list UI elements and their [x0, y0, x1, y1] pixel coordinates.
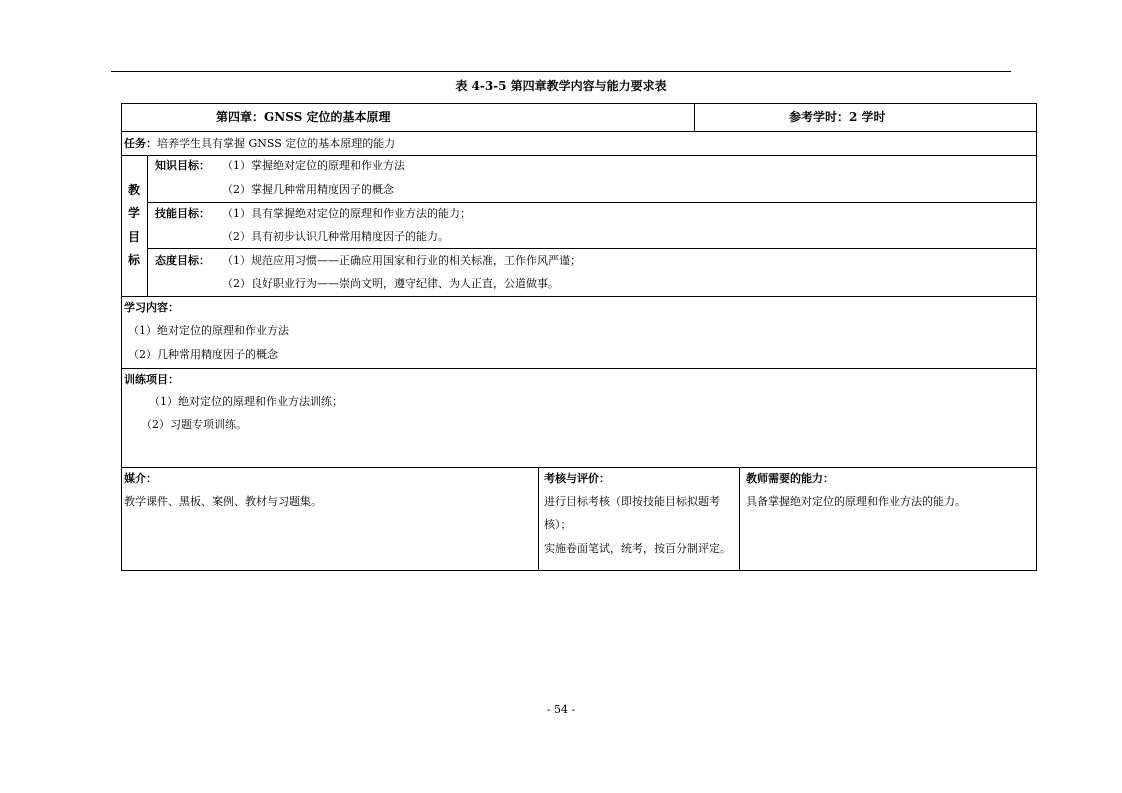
row-divider	[147, 202, 1036, 203]
knowledge-item: （1）掌握绝对定位的原理和作业方法	[222, 159, 405, 172]
assessment-line: 实施卷面笔试，统考，按百分制评定。	[544, 542, 731, 555]
task-label: 任务：	[124, 137, 157, 150]
col-divider	[739, 467, 740, 571]
content-item: （2）几种常用精度因子的概念	[128, 348, 278, 361]
task-row	[124, 135, 395, 151]
assessment-line: 核）；	[544, 518, 572, 531]
attitude-item: （2）良好职业行为——崇尚文明，遵守纪律、为人正直，公道做事。	[222, 277, 559, 290]
knowledge-item: （2）掌握几种常用精度因子的概念	[222, 183, 394, 196]
row-divider	[122, 368, 1036, 369]
attitude-item: （1）规范应用习惯——正确应用国家和行业的相关标准，工作作风严谨；	[222, 254, 581, 267]
assessment-label: 考核与评价：	[544, 472, 610, 485]
content-item: （1）绝对定位的原理和作业方法	[128, 324, 289, 337]
page-number: - 54 -	[546, 703, 576, 716]
chapter-title: 第四章：GNSS 定位的基本原理	[216, 110, 391, 124]
training-item: （2）习题专项训练。	[141, 418, 247, 431]
skill-item: （1）具有掌握绝对定位的原理和作业方法的能力；	[222, 207, 471, 220]
col-divider	[694, 104, 695, 131]
objectives-side-char: 标	[128, 253, 141, 267]
row-divider	[122, 155, 1036, 156]
skill-label: 技能目标：	[155, 207, 210, 220]
col-divider	[147, 155, 148, 296]
requirements-table	[121, 103, 1037, 571]
knowledge-label: 知识目标：	[155, 159, 210, 172]
assessment-line: 进行目标考核（即按技能目标拟题考	[544, 495, 720, 508]
table-caption: 表 4-3-5 第四章教学内容与能力要求表	[455, 79, 667, 93]
training-item: （1）绝对定位的原理和作业方法训练；	[149, 395, 343, 408]
row-divider	[147, 248, 1036, 249]
objectives-side-char: 目	[128, 230, 141, 244]
media-text: 教学课件、黑板、案例、教材与习题集。	[124, 495, 322, 508]
row-divider	[122, 131, 1036, 132]
teacher-label: 教师需要的能力：	[746, 472, 834, 485]
content-label: 学习内容：	[124, 301, 179, 314]
task-text: 培养学生具有掌握 GNSS 定位的基本原理的能力	[157, 137, 396, 150]
col-divider	[538, 467, 539, 571]
attitude-label: 态度目标：	[155, 254, 210, 267]
skill-item: （2）具有初步认识几种常用精度因子的能力。	[222, 230, 449, 243]
top-rule	[111, 71, 1011, 72]
reference-hours: 参考学时：2 学时	[789, 110, 886, 124]
row-divider	[122, 467, 1036, 468]
objectives-side-char: 教	[128, 183, 141, 197]
teacher-text: 具备掌握绝对定位的原理和作业方法的能力。	[746, 495, 966, 508]
training-label: 训练项目：	[124, 373, 179, 386]
media-label: 媒介：	[124, 472, 157, 485]
objectives-side-char: 学	[128, 206, 141, 220]
row-divider	[122, 296, 1036, 297]
